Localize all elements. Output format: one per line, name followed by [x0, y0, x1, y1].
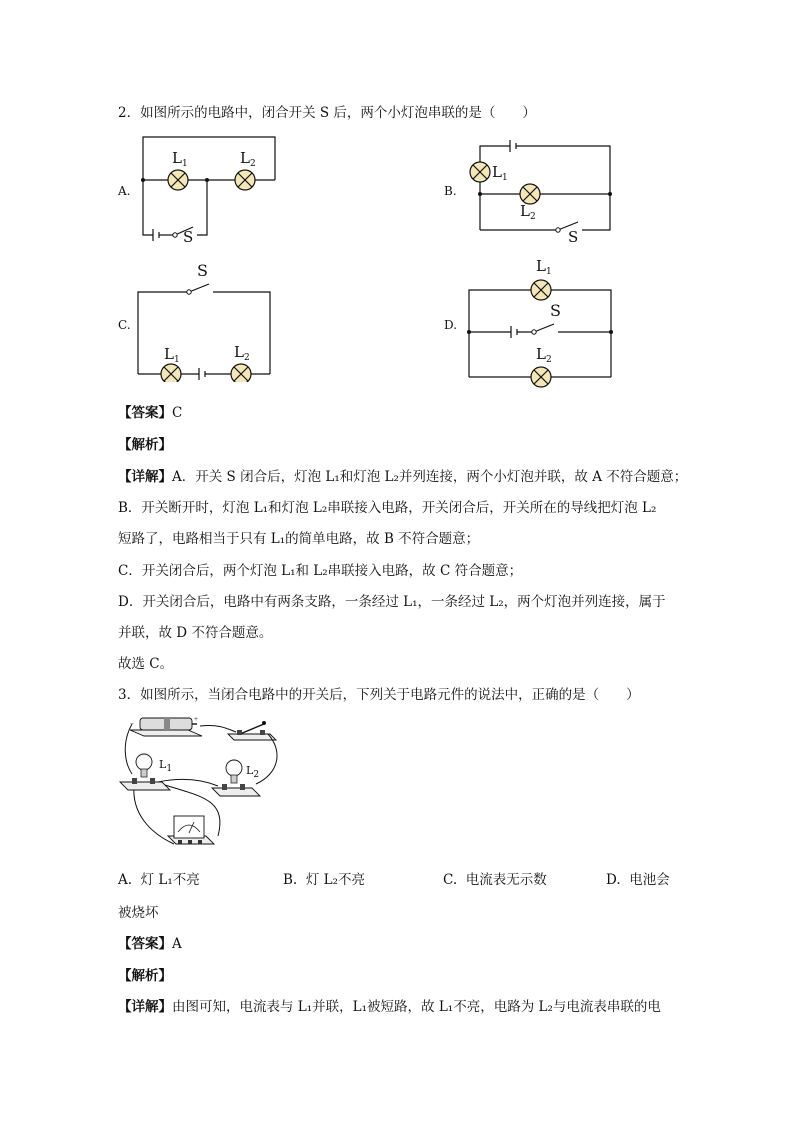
q2-detail-line-4: C．开关闭合后，两个灯泡 L₁和 L₂串联接入电路，故 C 符合题意；	[118, 563, 523, 579]
q3-answer: 【答案】A	[118, 936, 182, 952]
lamp-l1-icon	[161, 364, 181, 382]
q2-circuit-c	[135, 282, 275, 382]
q2-circuit-d	[466, 278, 616, 393]
q2-a-l2-label: $L_2$	[240, 149, 256, 169]
q2-c-l2-label: $L_2$	[234, 343, 250, 363]
svg-text:+: +	[194, 715, 198, 723]
q3-option-b: B. 灯 L₂不亮	[283, 872, 365, 888]
q2-detail-line-6: 并联，故 D 不符合题意。	[118, 625, 273, 641]
q3-option-a: A. 灯 L₁不亮	[118, 872, 200, 888]
q2-d-l1-label: $L_1$	[536, 257, 552, 277]
q3-circuit-figure	[118, 712, 288, 862]
q2-detail-line-3: 短路了，电路相当于只有 L₁的简单电路，故 B 不符合题意；	[118, 531, 480, 547]
svg-text:−: −	[130, 720, 134, 728]
q2-detail-line-1: 【详解】A．开关 S 闭合后，灯泡 L₁和灯泡 L₂并列连接，两个小灯泡并联，故 A 不符合题意；	[118, 469, 688, 485]
q2-a-switch-label: S	[183, 228, 194, 246]
lamp-l2-icon	[520, 184, 540, 204]
q2-a-l1-label: $L_1$	[172, 149, 188, 169]
q2-option-a-label: A.	[118, 184, 131, 198]
q2-b-l1-label: $L_1$	[492, 163, 508, 183]
q3-detail-line-1: 【详解】由图可知，电流表与 L₁并联，L₁被短路，故 L₁不亮，电路为 L₂与电流表串联的电	[118, 999, 661, 1015]
q3-fig-l2-label: $L_2$	[246, 764, 260, 780]
q2-answer: 【答案】C	[118, 405, 183, 421]
battery-icon	[130, 715, 202, 736]
q2-detail-line-2: B．开关断开时，灯泡 L₁和灯泡 L₂串联接入电路，开关闭合后，开关所在的导线把灯泡 L₂	[118, 500, 657, 516]
q2-b-l2-label: $L_2$	[520, 202, 536, 222]
q2-d-switch-label: S	[550, 301, 561, 320]
lamp-l1-icon	[470, 162, 490, 182]
lamp-l2-icon	[235, 170, 255, 190]
lamp-l1-icon	[168, 170, 188, 190]
q2-b-switch-label: S	[568, 228, 579, 246]
lamp-l2-icon	[531, 367, 551, 387]
q2-circuit-a	[135, 135, 280, 245]
lamp-l2-icon	[231, 364, 251, 382]
q2-c-l1-label: $L_1$	[164, 345, 180, 365]
q3-option-d-wrap: 被烧坏	[118, 905, 159, 921]
q2-option-c-label: C.	[118, 318, 131, 332]
q2-option-b-label: B.	[444, 184, 457, 198]
q2-c-switch-label: S	[197, 261, 208, 280]
switch-icon	[228, 721, 276, 740]
ammeter-icon	[168, 816, 214, 844]
q2-detail-line-5: D．开关闭合后，电路中有两条支路，一条经过 L₁，一条经过 L₂，两个灯泡并列连接，属于	[118, 594, 666, 610]
lamp-l1-icon	[531, 280, 551, 300]
q2-d-l2-label: $L_2$	[536, 345, 552, 365]
q2-stem: 2．如图所示的电路中，闭合开关 S 后，两个小灯泡串联的是（ ）	[118, 105, 536, 121]
q2-circuit-b	[466, 138, 616, 238]
q3-option-c: C. 电流表无示数	[443, 872, 547, 888]
q3-stem: 3．如图所示，当闭合电路中的开关后，下列关于电路元件的说法中，正确的是（ ）	[118, 687, 640, 703]
q3-analysis-tag: 【解析】	[118, 968, 172, 984]
q2-detail-line-7: 故选 C。	[118, 656, 174, 672]
q3-fig-l1-label: $L_1$	[159, 758, 173, 774]
q2-option-d-label: D.	[444, 318, 458, 332]
q3-option-d: D. 电池会	[606, 872, 670, 888]
q2-analysis-tag: 【解析】	[118, 437, 172, 453]
